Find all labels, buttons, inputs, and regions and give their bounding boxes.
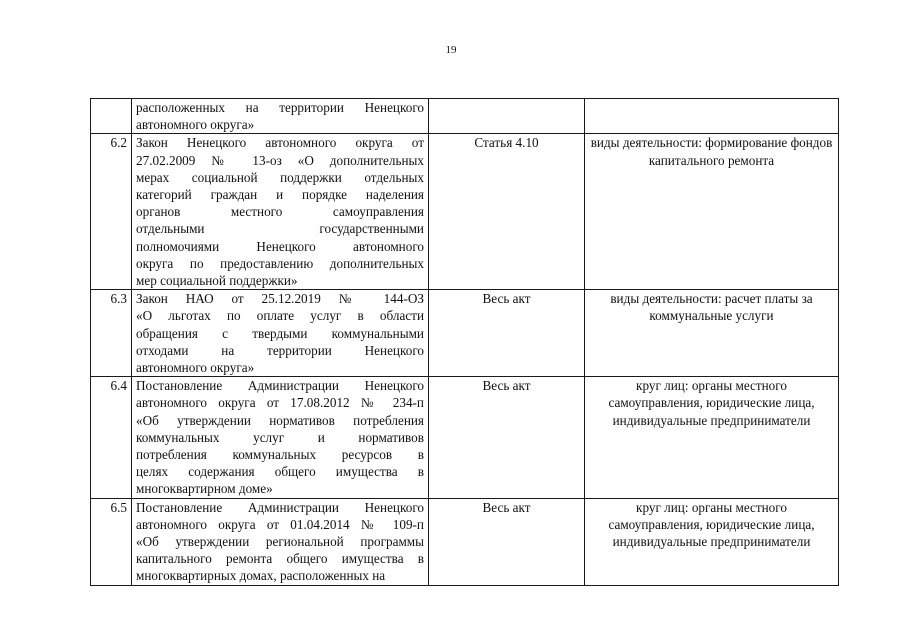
legal-act-text-line: полномочиями Ненецкого автономного: [136, 238, 424, 254]
legal-act-text-line: автономного округа»: [136, 360, 255, 376]
scope-cell: круг лиц: органы местного самоуправления, юридические лица, индивидуальные предприниматели: [585, 498, 839, 585]
legal-act-text-line: Закон Ненецкого автономного округа от: [136, 135, 424, 151]
legal-act-cell: [132, 134, 429, 290]
legal-act-text-line: Постановление Администрации Ненецкого: [136, 378, 424, 394]
scope-cell: круг лиц: органы местного самоуправления, юридические лица, индивидуальные предприниматели: [585, 377, 839, 498]
table-row: [91, 99, 839, 134]
scope-cell: виды деятельности: формирование фондов капитального ремонта: [585, 134, 839, 290]
table-row: [91, 134, 839, 290]
legal-act-text-line: расположенных на территории Ненецкого: [136, 100, 424, 115]
legal-act-text-line: Закон НАО от 25.12.2019 № 144-ОЗ: [136, 291, 424, 307]
legal-act-text-line: округа по предоставлению дополнительных: [136, 255, 424, 271]
legal-act-cell: [132, 290, 429, 377]
legal-act-text-line: многоквартирном доме»: [136, 481, 273, 497]
legal-act-cell: [132, 377, 429, 498]
scope-cell: [585, 99, 839, 134]
legal-act-text-line: «О льготах по оплате услуг в области: [136, 308, 424, 324]
row-number-cell: 6.5: [91, 498, 132, 585]
table-row: [91, 377, 839, 498]
legal-act-text-line: потребления коммунальных ресурсов в: [136, 447, 424, 463]
legal-act-text-line: коммунальных услуг и нормативов: [136, 429, 424, 445]
article-cell: Весь акт: [429, 377, 585, 498]
table-row: [91, 290, 839, 377]
row-number-cell: 6.3: [91, 290, 132, 377]
legal-act-cell: [132, 498, 429, 585]
article-cell: Статья 4.10: [429, 134, 585, 290]
legal-act-text-line: капитального ремонта общего имущества в: [136, 551, 424, 567]
legal-act-cell: [132, 99, 429, 134]
legal-act-text-line: автономного округа от 01.04.2014 № 109-п: [136, 516, 424, 532]
table-row: [91, 498, 839, 585]
legal-act-text-line: многоквартирных домах, расположенных на: [136, 568, 386, 584]
legal-act-text-line: 27.02.2009 № 13-оз «О дополнительных: [136, 152, 424, 168]
legal-act-text-line: целях содержания общего имущества в: [136, 464, 424, 480]
article-cell: [429, 99, 585, 134]
legal-act-text-line: отдельными государственными: [136, 221, 424, 237]
legal-act-text-line: органов местного самоуправления: [136, 204, 424, 220]
page-number: 19: [445, 44, 457, 56]
legal-act-text-line: отходами на территории Ненецкого: [136, 342, 424, 358]
legal-act-text-line: категорий граждан и порядке наделения: [136, 187, 424, 203]
legal-acts-table: [90, 98, 839, 586]
legal-act-text-line: «Об утверждении нормативов потребления: [136, 412, 424, 428]
article-cell: Весь акт: [429, 498, 585, 585]
table-body: [91, 99, 839, 586]
row-number-cell: 6.4: [91, 377, 132, 498]
legal-act-text-line: «Об утверждении региональной программы: [136, 534, 424, 550]
scope-cell: виды деятельности: расчет платы за коммунальные услуги: [585, 290, 839, 377]
article-cell: Весь акт: [429, 290, 585, 377]
legal-act-text-line: автономного округа»: [136, 117, 255, 133]
legal-act-text-line: мер социальной поддержки»: [136, 273, 298, 289]
legal-act-text-line: обращения с твердыми коммунальными: [136, 325, 424, 341]
legal-act-text-line: Постановление Администрации Ненецкого: [136, 499, 424, 515]
legal-act-text-line: мерах социальной поддержки отдельных: [136, 169, 424, 185]
row-number-cell: [91, 99, 132, 134]
legal-act-text-line: автономного округа от 17.08.2012 № 234-п: [136, 395, 424, 411]
row-number-cell: 6.2: [91, 134, 132, 290]
